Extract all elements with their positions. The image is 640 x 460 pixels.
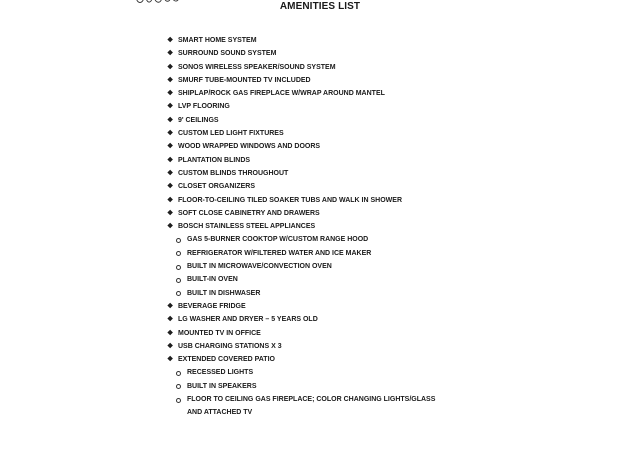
circle-bullet-icon [176, 251, 181, 256]
amenity-label: SMURF TUBE-MOUNTED TV INCLUDED [178, 76, 311, 84]
sub-amenity-label: BUILT IN DISHWASER [187, 289, 261, 297]
amenity-label: MOUNTED TV IN OFFICE [178, 329, 261, 337]
circle-bullet-icon [176, 238, 181, 243]
amenity-item [166, 167, 486, 180]
amenity-item [166, 353, 486, 366]
circle-bullet-icon [176, 291, 181, 296]
sub-amenity-label: BUILT IN SPEAKERS [187, 382, 257, 390]
sub-amenity-item [166, 260, 486, 273]
circle-bullet-icon [176, 398, 181, 403]
diamond-bullet-icon: ❖ [167, 63, 174, 71]
amenity-item [166, 207, 486, 220]
amenity-label: USB CHARGING STATIONS X 3 [178, 342, 282, 350]
amenity-item [166, 154, 486, 167]
amenity-item [166, 127, 486, 140]
sub-amenity-item [166, 393, 447, 420]
diamond-bullet-icon: ❖ [167, 103, 174, 111]
sub-amenity-label: RECESSED LIGHTS [187, 369, 254, 377]
diamond-bullet-icon: ❖ [167, 50, 174, 58]
amenity-label: SURROUND SOUND SYSTEM [178, 50, 277, 58]
amenity-item [166, 313, 486, 326]
amenity-item [166, 180, 486, 193]
diamond-bullet-icon: ❖ [167, 196, 174, 204]
diamond-bullet-icon: ❖ [167, 209, 174, 217]
sub-amenities-list [166, 233, 486, 299]
sub-amenity-item [166, 273, 486, 286]
diamond-bullet-icon: ❖ [167, 143, 174, 151]
diamond-bullet-icon: ❖ [167, 223, 174, 231]
amenity-label: SONOS WIRELESS SPEAKER/SOUND SYSTEM [178, 63, 336, 71]
amenity-label: BOSCH STAINLESS STEEL APPLIANCES [178, 223, 316, 231]
diamond-bullet-icon: ❖ [167, 37, 174, 44]
sub-amenity-item [166, 366, 486, 379]
amenity-label: CUSTOM BLINDS THROUGHOUT [178, 169, 289, 177]
amenity-label: LVP FLOORING [178, 103, 230, 111]
diamond-bullet-icon: ❖ [167, 130, 174, 138]
sub-amenity-label: BUILT IN MICROWAVE/CONVECTION OVEN [187, 263, 332, 271]
diamond-bullet-icon: ❖ [167, 316, 174, 324]
amenity-label: WOOD WRAPPED WINDOWS AND DOORS [178, 143, 321, 151]
amenity-label: FLOOR-TO-CEILING TILED SOAKER TUBS AND WALK IN SHOWER [178, 196, 402, 204]
sub-amenity-label: BUILT-IN OVEN [187, 276, 238, 284]
sub-list-container [166, 366, 486, 419]
amenity-label: PLANTATION BLINDS [178, 156, 251, 164]
amenity-item [166, 34, 486, 47]
circle-bullet-icon [176, 265, 181, 270]
amenity-item [166, 220, 486, 233]
amenity-item [166, 100, 486, 113]
diamond-bullet-icon: ❖ [167, 183, 174, 191]
amenity-label: EXTENDED COVERED PATIO [178, 356, 275, 364]
sub-amenity-label: REFRIGERATOR W/FILTERED WATER AND ICE MAKER [187, 249, 372, 257]
sub-amenity-item [166, 247, 486, 260]
amenity-label: BEVERAGE FRIDGE [178, 302, 246, 310]
page-title: AMENITIES LIST [279, 1, 361, 12]
amenity-label: CUSTOM LED LIGHT FIXTURES [178, 130, 284, 138]
sub-amenity-item [166, 233, 486, 246]
amenity-item [166, 114, 486, 127]
diamond-bullet-icon: ❖ [167, 329, 174, 337]
sub-amenity-item [166, 287, 486, 300]
amenity-item [166, 327, 486, 340]
amenity-item [166, 74, 486, 87]
sub-amenity-item [166, 380, 486, 393]
amenity-label: SOFT CLOSE CABINETRY AND DRAWERS [178, 209, 320, 217]
amenity-item [166, 140, 486, 153]
amenity-item [166, 61, 486, 74]
amenity-item [166, 87, 486, 100]
amenity-label: LG WASHER AND DRYER – 5 YEARS OLD [178, 316, 318, 324]
amenity-label: SMART HOME SYSTEM [178, 37, 257, 44]
diamond-bullet-icon: ❖ [167, 76, 174, 84]
diamond-bullet-icon: ❖ [167, 356, 174, 364]
diamond-bullet-icon: ❖ [167, 156, 174, 164]
amenity-item [166, 300, 486, 313]
amenity-label: SHIPLAP/ROCK GAS FIREPLACE W/WRAP AROUND MANTEL [178, 90, 385, 98]
amenity-label: 9' CEILINGS [178, 116, 219, 124]
diamond-bullet-icon: ❖ [167, 90, 174, 98]
diamond-bullet-icon: ❖ [167, 302, 174, 310]
amenity-item [166, 194, 486, 207]
diamond-bullet-icon: ❖ [167, 342, 174, 350]
sub-amenities-list [166, 366, 486, 419]
amenity-label: CLOSET ORGANIZERS [178, 183, 256, 191]
sub-amenity-label: GAS 5-BURNER COOKTOP W/CUSTOM RANGE HOOD [187, 236, 369, 244]
amenities-list [166, 34, 486, 420]
circle-bullet-icon [176, 384, 181, 389]
sub-amenity-label: FLOOR TO CEILING GAS FIREPLACE; COLOR CHANGING LIGHTS/GLASS AND ATTACHED TV [187, 396, 436, 417]
amenity-item [166, 340, 486, 353]
amenity-item [166, 47, 486, 60]
diamond-bullet-icon: ❖ [167, 169, 174, 177]
circle-bullet-icon [176, 371, 181, 376]
diamond-bullet-icon: ❖ [167, 116, 174, 124]
sub-list-container [166, 233, 486, 299]
circle-bullet-icon [176, 278, 181, 283]
